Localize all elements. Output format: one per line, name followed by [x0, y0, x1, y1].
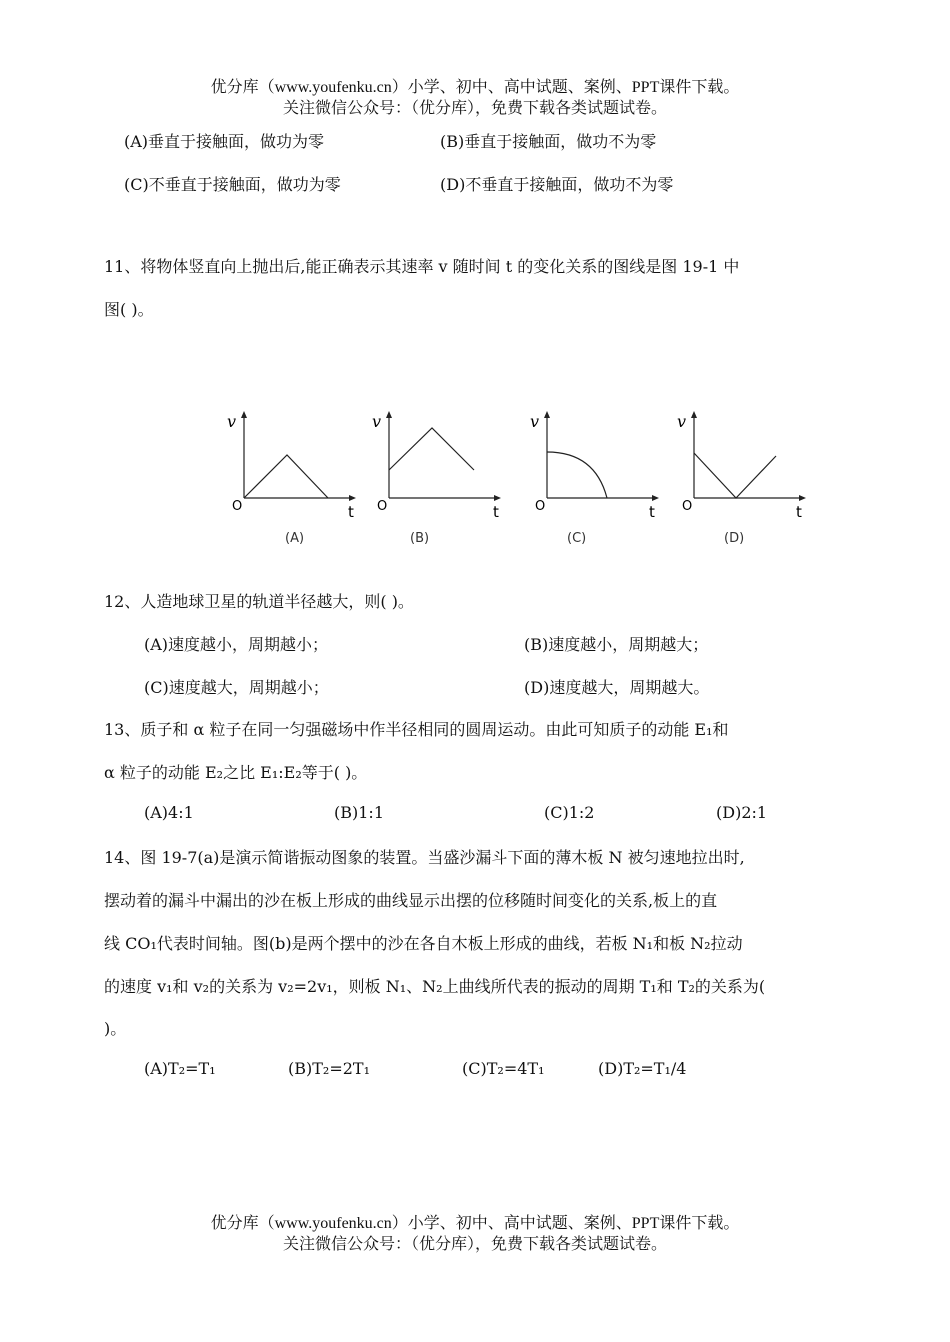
q11-stem-line-2: 图( )。: [104, 300, 154, 319]
q12-option-d: (D)速度越大，周期越大。: [524, 678, 710, 697]
q14-stem-line-1: 14、图 19-7(a)是演示简谐振动图象的装置。当盛沙漏斗下面的薄木板 N 被匀速地拉出时,: [104, 848, 745, 867]
q12-option-a: (A)速度越小，周期越小；: [144, 635, 329, 654]
q10-option-b: (B)垂直于接触面，做功不为零: [440, 132, 657, 151]
q10-option-c: (C)不垂直于接触面，做功为零: [124, 175, 341, 194]
q13-option-a: (A)4:1: [144, 803, 194, 822]
q14-option-d: (D)T₂=T₁/4: [598, 1059, 687, 1078]
graph-d-origin: O: [682, 499, 693, 514]
q13-stem-line-2: α 粒子的动能 E₂之比 E₁:E₂等于( )。: [104, 763, 368, 782]
graph-b-caption: (B): [410, 531, 430, 546]
q14-option-c: (C)T₂=4T₁: [462, 1059, 545, 1078]
q13-option-c: (C)1:2: [544, 803, 595, 822]
q14-stem-line-3: 线 CO₁代表时间轴。图(b)是两个摆中的沙在各自木板上形成的曲线，若板 N₁和板 N₂拉动: [104, 934, 743, 953]
q14-option-a: (A)T₂=T₁: [144, 1059, 216, 1078]
q10-option-d: (D)不垂直于接触面，做功不为零: [440, 175, 674, 194]
q14-stem-line-2: 摆动着的漏斗中漏出的沙在板上形成的曲线显示出摆的位移随时间变化的关系,板上的直: [104, 891, 718, 910]
graph-c: [525, 405, 675, 555]
q13-option-d: (D)2:1: [716, 803, 768, 822]
q10-option-a: (A)垂直于接触面，做功为零: [124, 132, 325, 151]
footer-line-2: 关注微信公众号：（优分库），免费下载各类试题试卷。: [282, 1236, 667, 1253]
graph-b-t-label: t: [493, 503, 499, 521]
graph-b-origin: O: [377, 499, 388, 514]
q14-stem-line-5: )。: [104, 1019, 127, 1038]
graph-a-v-label: v: [227, 412, 237, 431]
q14-option-b: (B)T₂=2T₁: [288, 1059, 370, 1078]
graph-d: [672, 405, 822, 555]
graph-d-t-label: t: [796, 503, 802, 521]
header-line-2: 关注微信公众号：（优分库），免费下载各类试题试卷。: [282, 100, 667, 117]
q11-stem-line-1: 11、将物体竖直向上抛出后,能正确表示其速率 v 随时间 t 的变化关系的图线是图 19-1 中: [104, 257, 740, 276]
q12-stem: 12、人造地球卫星的轨道半径越大，则( )。: [104, 592, 414, 611]
graph-a-caption: (A): [285, 531, 305, 546]
graph-a-origin: O: [232, 499, 243, 514]
q13-stem-line-1: 13、质子和 α 粒子在同一匀强磁场中作半径相同的圆周运动。由此可知质子的动能 E₁和: [104, 720, 729, 739]
q13-option-b: (B)1:1: [334, 803, 384, 822]
q12-option-c: (C)速度越大，周期越小；: [144, 678, 329, 697]
graph-d-v-label: v: [677, 412, 687, 431]
header-line-1: 优分库（www.youfenku.cn）小学、初中、高中试题、案例、PPT课件下载。: [210, 79, 740, 96]
graph-d-caption: (D): [724, 531, 745, 546]
graph-c-origin: O: [535, 499, 546, 514]
graph-c-v-label: v: [530, 412, 540, 431]
graph-c-caption: (C): [567, 531, 587, 546]
footer-line-1: 优分库（www.youfenku.cn）小学、初中、高中试题、案例、PPT课件下载。: [210, 1215, 740, 1232]
graph-b: [367, 405, 517, 555]
graph-b-v-label: v: [372, 412, 382, 431]
q12-option-b: (B)速度越小，周期越大；: [524, 635, 709, 654]
graph-c-t-label: t: [649, 503, 655, 521]
q14-stem-line-4: 的速度 v₁和 v₂的关系为 v₂=2v₁，则板 N₁、N₂上曲线所代表的振动的周期 T₁和 T₂的关系为(: [104, 977, 766, 996]
graph-a-t-label: t: [348, 503, 354, 521]
graph-a: [222, 405, 372, 555]
